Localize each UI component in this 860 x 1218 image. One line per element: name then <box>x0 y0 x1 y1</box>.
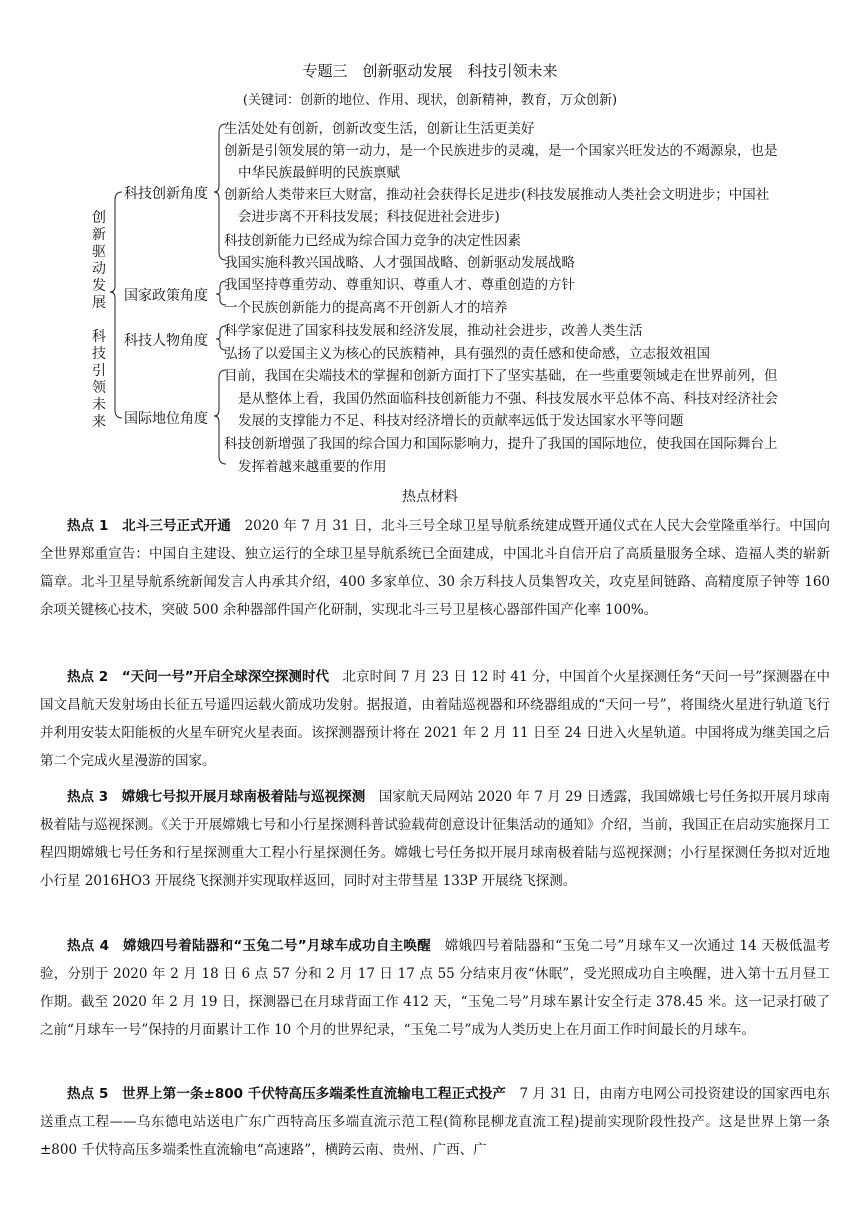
mindmap-line: 科技创新能力已经成为综合国力竞争的决定性因素 <box>224 233 521 249</box>
mindmap-line: 发展的支撑能力不足、科技对经济增长的贡献率远低于发达国家水平等问题 <box>238 413 684 429</box>
mindmap-line: 中华民族最鲜明的民族禀赋 <box>238 165 400 181</box>
hotspot-text: 7 月 31 日，由南方电网公司投资建设的国家西电东送重点工程——乌东德电站送电广东广西特高压多端直流示范工程(简称昆柳龙直流工程)提前实现阶段性投产。这是世界上第一条±800 千伏特高压多端柔性直流输电“高速路”，横跨云南、贵州、广西、广 <box>40 1086 830 1158</box>
root-char: 科 <box>92 329 106 345</box>
mindmap-line: 发挥着越来越重要的作用 <box>238 459 387 475</box>
hotspot-paragraph <box>40 783 830 895</box>
section-title: 热点材料 <box>402 489 458 505</box>
hotspot-paragraph <box>40 932 830 1044</box>
category-label: 科技创新角度 <box>124 186 208 202</box>
hotspot-heading: 热点 3 嫦娥七号拟开展月球南极着陆与巡视探测 <box>67 789 366 805</box>
mindmap-line: 会进步离不开科技发展；科技促进社会进步) <box>238 209 500 225</box>
root-char: 发 <box>92 278 106 294</box>
root-char: 领 <box>92 380 106 396</box>
mindmap-line: 我国实施科教兴国战略、人才强国战略、创新驱动发展战略 <box>224 255 575 271</box>
hotspot-text: 嫦娥四号着陆器和“玉兔二号”月球车又一次通过 14 天极低温考验，分别于 2020 年 2 月 18 日 6 点 57 分和 2 月 17 日 17 点 55 分结束月夜“休眠”，受光照成功自主唤醒，进入第十五月昼工作期。截至 2020 年 2 月 19 日，探测器已在月球背面工作 412 天，“玉兔二号”月球车累计安全行走 378.45 米。这一记录打破了之前“月球车一号”保持的月面累计工作 10 个月的世界纪录，“玉兔二号”成为人类历史上在月面工作时间最长的月球车。 <box>40 938 830 1038</box>
hotspot-paragraph <box>40 663 830 775</box>
mindmap-line: 目前，我国在尖端技术的掌握和创新方面打下了坚实基础，在一些重要领域走在世界前列，但 <box>224 368 778 384</box>
mindmap-line: 是从整体上看，我国仍然面临科技创新能力不强、科技发展水平总体不高、科技对经济社会 <box>238 391 778 407</box>
root-char: 引 <box>92 363 106 379</box>
category-label: 国际地位角度 <box>124 411 208 427</box>
mindmap-line: 我国坚持尊重劳动、尊重知识、尊重人才、尊重创造的方针 <box>224 277 575 293</box>
mindmap-line: 科学家促进了国家科技发展和经济发展，推动社会进步，改善人类生活 <box>224 323 643 339</box>
hotspot-text: 2020 年 7 月 31 日，北斗三号全球卫星导航系统建成暨开通仪式在人民大会堂隆重举行。中国向全世界郑重宣告：中国自主建设、独立运行的全球卫星导航系统已全面建成，中国北斗自信开启了高质量服务全球、造福人类的崭新篇章。北斗卫星导航系统新闻发言人冉承其介绍，400 多家单位、30 余万科技人员集智攻关，攻克星间链路、高精度原子钟等 160 余项关键核心技术，突破 500 余种器部件国产化研制，实现北斗三号卫星核心器部件国产化率 100%。 <box>40 518 830 618</box>
mindmap-line: 一个民族创新能力的提高离不开创新人才的培养 <box>224 300 508 316</box>
mindmap-line: 弘扬了以爱国主义为核心的民族精神，具有强烈的责任感和使命感，立志报效祖国 <box>224 346 710 362</box>
hotspot-heading: 热点 1 北斗三号正式开通 <box>67 518 231 534</box>
main-brace <box>110 192 122 418</box>
mindmap-line: 创新是引领发展的第一动力，是一个民族进步的灵魂，是一个国家兴旺发达的不竭源泉，也是 <box>224 143 778 159</box>
page-title: 专题三 创新驱动发展 科技引领未来 <box>302 62 558 80</box>
mindmap-line: 生活处处有创新，创新改变生活，创新让生活更美好 <box>224 121 535 137</box>
hotspot-paragraph <box>40 512 830 624</box>
hotspot-heading: 热点 4 嫦娥四号着陆器和“玉兔二号”月球车成功自主唤醒 <box>67 938 431 954</box>
mindmap-line: 创新给人类带来巨大财富，推动社会获得长足进步(科技发展推动人类社会文明进步；中国社 <box>224 187 770 203</box>
mindmap-line: 科技创新增强了我国的综合国力和国际影响力，提升了我国的国际地位，使我国在国际舞台上 <box>224 436 778 452</box>
root-char: 未 <box>92 397 106 413</box>
category-label: 国家政策角度 <box>124 288 208 304</box>
hotspot-text: 国家航天局网站 2020 年 7 月 29 日透露，我国嫦娥七号任务拟开展月球南极着陆与巡视探测。《关于开展嫦娥七号和小行星探测科普试验载荷创意设计征集活动的通知》介绍，当前，我国正在启动实施探月工程四期嫦娥七号任务和行星探测重大工程小行星探测任务。嫦娥七号任务拟开展月球南极着陆与巡视探测；小行星探测任务拟对近地小行星 2016HO3 开展绕飞探测并实现取样返回，同时对主带彗星 133P 开展绕飞探测。 <box>40 789 831 889</box>
root-char: 技 <box>92 346 106 362</box>
hotspot-heading: 热点 2 “天问一号”开启全球深空探测时代 <box>67 669 330 685</box>
root-char: 来 <box>92 414 106 430</box>
category-label: 科技人物角度 <box>124 333 208 349</box>
keywords-line: (关键词：创新的地位、作用、现状，创新精神，教育，万众创新) <box>242 93 618 108</box>
root-char: 展 <box>92 295 106 311</box>
root-char: 新 <box>92 227 106 243</box>
root-char: 动 <box>92 261 106 277</box>
hotspot-text: 北京时间 7 月 23 日 12 时 41 分，中国首个火星探测任务“天问一号”探测器在中国文昌航天发射场由长征五号遥四运载火箭成功发射。据报道，由着陆巡视器和环绕器组成的“天问一号”，将围绕火星进行轨道飞行并利用安装太阳能板的火星车研究火星表面。该探测器预计将在 2021 年 2 月 11 日至 24 日进入火星轨道。中国将成为继美国之后第二个完成火星漫游的国家。 <box>40 669 830 769</box>
root-char: 创 <box>92 210 106 226</box>
root-char: 驱 <box>92 244 106 260</box>
hotspot-paragraph <box>40 1080 830 1164</box>
hotspot-heading: 热点 5 世界上第一条±800 千伏特高压多端柔性直流输电工程正式投产 <box>67 1086 506 1102</box>
